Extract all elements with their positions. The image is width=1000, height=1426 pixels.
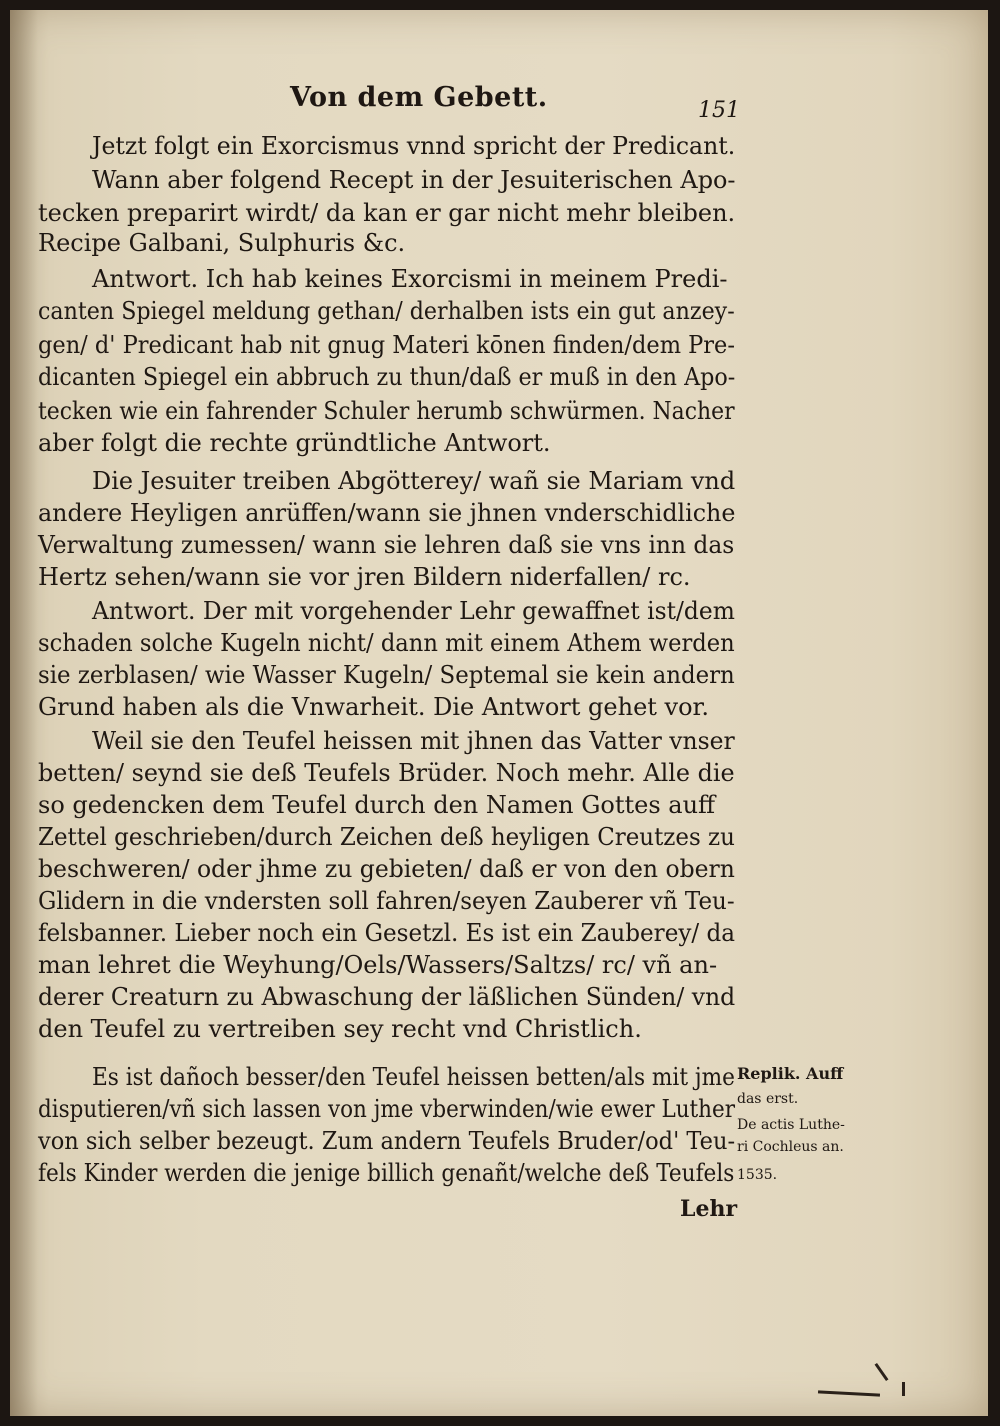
margin-note: ri Cochleus an.: [737, 1139, 844, 1155]
text-line: beschweren/ oder jhme zu gebieten/ daß er von den obern: [38, 855, 735, 883]
text-line: man lehret die Weyhung/Oels/Wassers/Saltzs/ rc/ vñ an-: [38, 951, 718, 979]
text-line: dicanten Spiegel ein abbruch zu thun/daß er muß in den Apo-: [38, 363, 736, 391]
text-line: betten/ seynd sie deß Teufels Brüder. Noch mehr. Alle die: [38, 759, 735, 787]
text-line: den Teufel zu vertreiben sey recht vnd Christlich.: [38, 1015, 642, 1043]
text-line: tecken preparirt wirdt/ da kan er gar nicht mehr bleiben.: [38, 199, 736, 227]
margin-note: De actis Luthe-: [737, 1117, 845, 1133]
text-line: schaden solche Kugeln nicht/ dann mit einem Athem werden: [38, 629, 735, 657]
text-line: andere Heyligen anrüffen/wann sie jhnen vnderschidliche: [38, 499, 736, 527]
text-line: Die Jesuiter treiben Abgötterey/ wañ sie Mariam vnd: [92, 467, 736, 495]
text-line: Antwort. Der mit vorgehender Lehr gewaffnet ist/dem: [92, 597, 735, 625]
page-gutter-shadow: [10, 10, 38, 1416]
text-line: Verwaltung zumessen/ wann sie lehren daß sie vns inn das: [38, 531, 735, 559]
text-line: Zettel geschrieben/durch Zeichen deß heyligen Creutzes zu: [38, 823, 735, 851]
margin-note: das erst.: [737, 1091, 799, 1107]
text-line: Jetzt folgt ein Exorcismus vnnd spricht der Predicant.: [92, 132, 736, 160]
text-line: Weil sie den Teufel heissen mit jhnen das Vatter vnser: [92, 727, 735, 755]
text-line: gen/ d' Predicant hab nit gnug Materi kōnen finden/dem Pre-: [38, 331, 735, 359]
text-line: Antwort. Ich hab keines Exorcismi in meinem Predi-: [92, 265, 728, 293]
text-line: felsbanner. Lieber noch ein Gesetzl. Es ist ein Zauberey/ da: [38, 919, 736, 947]
text-line: fels Kinder werden die jenige billich genañt/welche deß Teufels: [38, 1159, 735, 1187]
margin-note: 1535.: [737, 1167, 778, 1183]
text-line: so gedencken dem Teufel durch den Namen Gottes auff: [38, 791, 716, 819]
page-number: 151: [698, 98, 740, 123]
text-line: von sich selber bezeugt. Zum andern Teufels Bruder/od' Teu-: [38, 1127, 736, 1155]
text-line: sie zerblasen/ wie Wasser Kugeln/ Septemal sie kein andern: [38, 661, 735, 689]
text-line: Hertz sehen/wann sie vor jren Bildern niderfallen/ rc.: [38, 563, 691, 591]
running-head: Von dem Gebett.: [290, 82, 548, 113]
text-line: derer Creaturn zu Abwaschung der läßlichen Sünden/ vnd: [38, 983, 736, 1011]
ink-mark: [902, 1382, 905, 1396]
text-line: disputieren/vñ sich lassen von jme vberwinden/wie ewer Luther: [38, 1095, 736, 1123]
text-line: Es ist dañoch besser/den Teufel heissen betten/als mit jme: [92, 1063, 735, 1091]
text-line: Recipe Galbani, Sulphuris &c.: [38, 229, 406, 257]
text-line: Glidern in die vndersten soll fahren/seyen Zauberer vñ Teu-: [38, 887, 735, 915]
margin-note: Replik. Auff: [737, 1064, 844, 1083]
text-line: aber folgt die rechte gründtliche Antwort.: [38, 429, 551, 457]
text-line: Wann aber folgend Recept in der Jesuiterischen Apo-: [92, 166, 736, 194]
catchword: Lehr: [680, 1196, 738, 1222]
text-line: Grund haben als die Vnwarheit. Die Antwort gehet vor.: [38, 693, 710, 721]
text-line: tecken wie ein fahrender Schuler herumb schwürmen. Nacher: [38, 397, 735, 425]
text-line: canten Spiegel meldung gethan/ derhalben ists ein gut anzey-: [38, 297, 735, 325]
